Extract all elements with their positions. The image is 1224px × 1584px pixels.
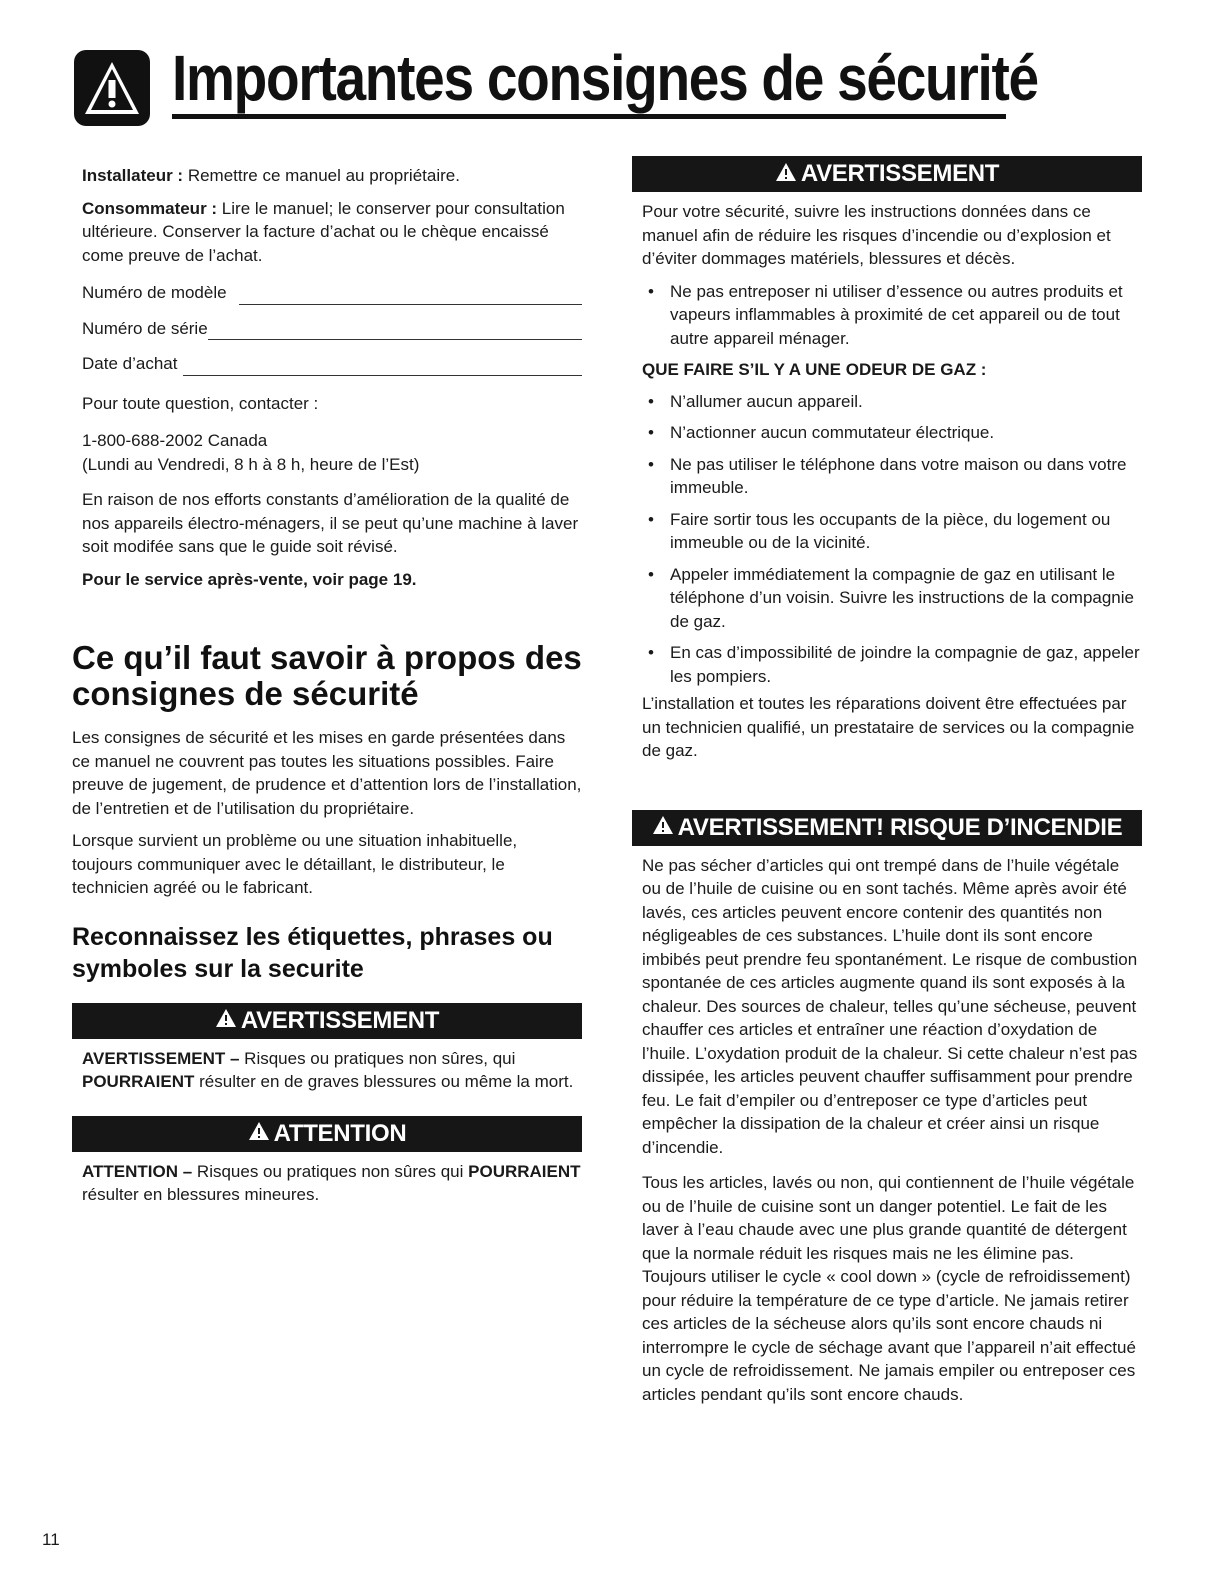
safety-paragraph-2: Lorsque survient un problème ou une situation inhabituelle, toujours communiquer avec le détaillant, le distributeur, le technicien agréé ou le fabricant. [72, 831, 518, 897]
field-label: Date d’achat [82, 354, 178, 373]
right-column [632, 156, 1142, 1415]
could-label: POURRAIENT [82, 1072, 195, 1091]
attention-label: ATTENTION – [82, 1161, 193, 1181]
list-item: • Faire sortir tous les occupants de la pièce, du logement ou immeuble ou de la vicinité. [642, 508, 1142, 555]
list-item: • Ne pas entreposer ni utiliser d’essence ou autres produits et vapeurs inflammables à proximité de cet appareil ou de tout autre appareil ménager. [642, 280, 1142, 351]
warning-label: AVERTISSEMENT – [82, 1048, 240, 1068]
page-title: Importantes consignes de sécurité [172, 42, 1038, 114]
page-header [74, 38, 1038, 128]
installer-note [82, 164, 582, 188]
attention-banner [72, 1116, 582, 1152]
attention-text-2: résulter en blessures mineures. [82, 1185, 320, 1204]
warning-banner-label: AVERTISSEMENT [240, 1006, 440, 1034]
purchase-date-field[interactable] [82, 352, 582, 376]
field-label: Numéro de série [82, 318, 208, 338]
installation-note: L’installation et toutes les réparations doivent être effectuées par un technicien qualifié, un prestataire de services ou la compagnie de gaz. [642, 694, 1135, 760]
consumer-note [82, 197, 582, 268]
consumer-label: Consommateur : [82, 198, 218, 218]
gas-odor-list [642, 390, 1142, 689]
safety-paragraph-1: Les consignes de sécurité et les mises en garde présentées dans ce manuel ne couvrent pas toutes les situations possibles. Faire preuve de jugement, de prudence et d’attention lors de l’installation, de l’entretien et de l’utilisation du propriétaire. [72, 728, 582, 818]
model-number-field[interactable] [82, 281, 582, 305]
safety-heading: Ce qu’il faut savoir à propos des consignes de sécurité [72, 639, 582, 712]
service-note [82, 568, 582, 592]
warning-banner [72, 1003, 582, 1039]
field-line[interactable] [239, 290, 582, 305]
business-hours: (Lundi au Vendredi, 8 h à 8 h, heure de l’Est) [82, 454, 420, 474]
gas-odor-heading: QUE FAIRE S’IL Y A UNE ODEUR DE GAZ : [642, 360, 987, 379]
warning-intro: Pour votre sécurité, suivre les instructions données dans ce manuel afin de réduire les risques d’incendie ou d’explosion et d’éviter dommages matériels, blessures et décès. [642, 202, 1111, 268]
attention-banner-label: ATTENTION [273, 1119, 407, 1147]
contact-info [82, 429, 582, 476]
field-line[interactable] [183, 361, 582, 376]
left-column [72, 164, 582, 1216]
attention-definition [82, 1160, 582, 1207]
fire-warning-banner [632, 810, 1142, 846]
warning-attention-icon [74, 50, 150, 126]
warning-triangle-icon [652, 810, 674, 846]
improvement-note: En raison de nos efforts constants d’amélioration de la qualité de nos appareils électro-ménagers, il se peut qu’une machine à laver soit modifée sans que le guide soit révisé. [82, 490, 579, 556]
warning-definition [82, 1047, 582, 1094]
installer-text: Remettre ce manuel au propriétaire. [183, 166, 460, 185]
warning-list [642, 280, 1142, 351]
fire-paragraph-1: Ne pas sécher d’articles qui ont trempé dans de l’huile végétale ou de l’huile de cuisine ou en sont tachés. Même après avoir été lavés, ces articles peuvent encore contenir des quantités non négligeables de ces substances. L’huile dont ils sont encore imbibés peut prendre feu spontanément. Le risque de combustion spontanée de ces articles augmente quand ils sont exposés à la chaleur. Des sources de chaleur, telles qu’une sécheuse, peuvent chauffer ces articles et entraîner une réaction d’oxydation de l’huile. L’oxydation produit de la chaleur. Si cette chaleur n’est pas dissipée, les articles peuvent chauffer suffisamment pour prendre feu. Le fait d’empiler ou d’entreposer ce type d’articles peut empêcher la dissipation de la chaleur et créer ainsi un risque d’incendie. [642, 855, 1138, 1157]
list-item: • N’allumer aucun appareil. [642, 390, 1142, 414]
list-item: • N’actionner aucun commutateur électrique. [642, 421, 1142, 445]
installer-label: Installateur : [82, 166, 184, 185]
warning-triangle-icon [215, 1003, 237, 1039]
field-line[interactable] [208, 325, 582, 340]
service-note-text: Pour le service après-vente, voir page 19. [82, 569, 417, 589]
warning-text: Risques ou pratiques non sûres, qui [239, 1048, 516, 1068]
serial-number-field[interactable] [82, 317, 582, 341]
fire-paragraph-2: Tous les articles, lavés ou non, qui contiennent de l’huile végétale ou de l’huile de cuisine sont un danger potentiel. Le fait de les laver à l’eau chaude avec une plus grande quantité de détergent que la normale réduit les risques mais ne les élimine pas. Toujours utiliser le cycle « cool down » (cycle de refroidissement) pour réduire la température de ce type d’article. Ne jamais retirer ces articles de la sécheuse alors qu’ils sont encore chauds ni interrompre le cycle de séchage avant que l’appareil n’ait effectué un cycle de refroidissement. Ne jamais empiler ou entreposer ces articles pendant qu’ils sont encore chauds. [642, 1173, 1136, 1404]
phone-number: 1-800-688-2002 Canada [82, 431, 268, 450]
warning-banner [632, 156, 1142, 192]
field-label: Numéro de modèle [82, 283, 227, 302]
list-item: • En cas d’impossibilité de joindre la compagnie de gaz, appeler les pompiers. [642, 641, 1142, 688]
could-label: POURRAIENT [468, 1161, 581, 1181]
warning-triangle-icon [775, 157, 797, 193]
list-item: • Appeler immédiatement la compagnie de gaz en utilisant le téléphone d’un voisin. Suivre les instructions de la compagnie de gaz. [642, 563, 1142, 634]
title-rule [172, 114, 1006, 119]
page-number: 11 [42, 1530, 60, 1549]
list-item: • Ne pas utiliser le téléphone dans votre maison ou dans votre immeuble. [642, 453, 1142, 500]
attention-text: Risques ou pratiques non sûres qui [192, 1161, 469, 1181]
consumer-text: Lire le manuel; le conserver pour consultation ultérieure. Conserver la facture d’achat ou le chèque encaissé come preuve de l’achat. [82, 198, 565, 265]
warning-text-2: résulter en de graves blessures ou même la mort. [194, 1072, 574, 1091]
fire-warning-label: AVERTISSEMENT! RISQUE D’INCENDIE [677, 813, 1123, 841]
warning-banner-label: AVERTISSEMENT [800, 160, 1000, 187]
recognize-heading: Reconnaissez les étiquettes, phrases ou symboles sur la securite [72, 922, 553, 983]
warning-triangle-icon [248, 1116, 270, 1152]
contact-intro: Pour toute question, contacter : [82, 393, 319, 413]
